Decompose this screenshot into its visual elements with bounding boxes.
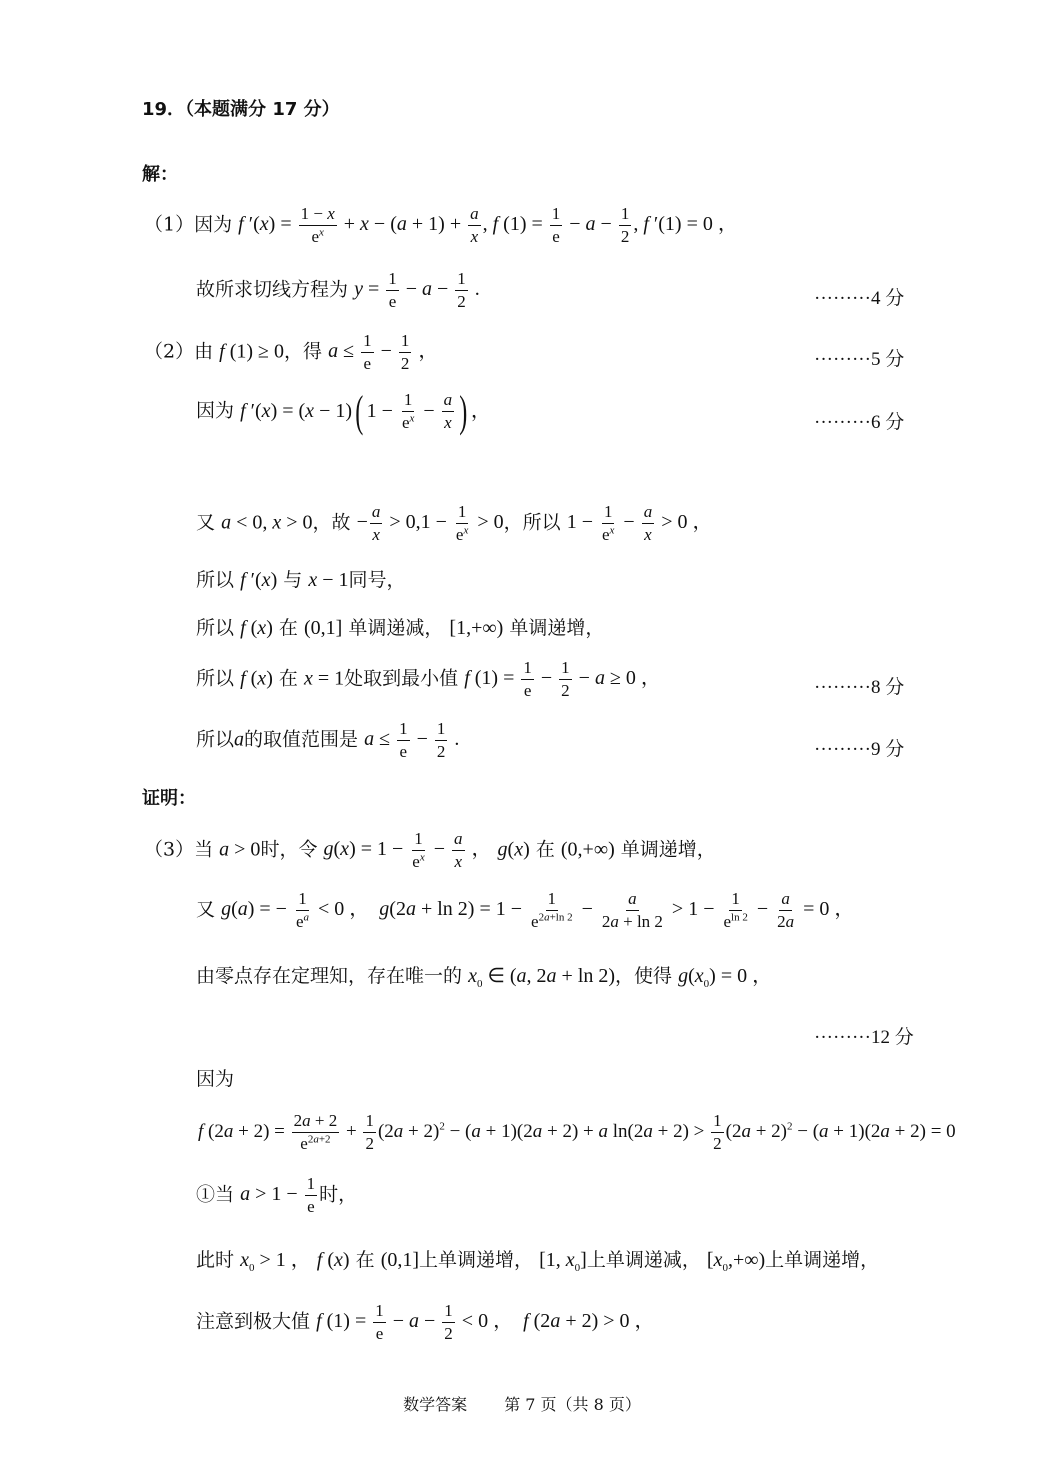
monotonic-line bbox=[196, 618, 604, 638]
def-g: g(x) = 1 − $\frac{1}{e^x}$ − $\frac{a}{x}$ ， bbox=[323, 829, 492, 871]
label-inc-3: 上单调递增， bbox=[419, 1249, 534, 1271]
part2-number: （2） bbox=[144, 340, 195, 363]
label-zai-2: 在 bbox=[278, 667, 298, 690]
expr-fx: f (x) bbox=[240, 617, 273, 639]
expr-fx-2: f (x) bbox=[240, 667, 273, 690]
label-inc-4: 上单调递增， bbox=[765, 1249, 880, 1271]
label-case1: ①当 bbox=[196, 1183, 235, 1206]
label-gu: ，故 bbox=[312, 511, 351, 534]
x0-gt-1: $x_0 > 1$ ， bbox=[240, 1249, 311, 1274]
label-zai: 在 bbox=[278, 617, 298, 639]
factored-derivative: f ′(x) = (x − 1)( 1 − $\frac{1}{e^x}$ − $\frac{a}{x}$ ) ， bbox=[240, 387, 491, 436]
case1-cond: a > 1 − $\frac{1}{e}$ bbox=[240, 1174, 316, 1216]
expr-x-minus-1: x − 1 bbox=[308, 569, 349, 591]
interval-0-1-b: (0,1] bbox=[380, 1249, 420, 1271]
cishi-line bbox=[196, 1249, 880, 1274]
interval-x0-inf: $[x_0,+\infty)$ bbox=[706, 1249, 766, 1274]
label-suoyi-3: 所以 bbox=[196, 617, 235, 639]
score-8: ·········8 分 bbox=[814, 677, 905, 698]
label-shi-ling: 时，令 bbox=[260, 838, 318, 861]
g-values: g(a) = − $\frac{1}{e^a}$ < 0 ， g(2a + ln 2) = 1 − $\frac{1}{e^{2a+ln 2}}$ − $\frac{a}{2a + \ln 2}$ > 1 − $\frac{1}{e^{ln 2}}$ − $\frac{a}{2a}$ = 0 ， bbox=[221, 889, 855, 931]
expr-fx-3: f (x) bbox=[316, 1249, 350, 1271]
var-a: a bbox=[234, 728, 245, 751]
label-shide: ，使得 bbox=[615, 965, 673, 987]
range-result: a ≤ $\frac{1}{e}$ − $\frac{1}{2}$ . bbox=[364, 719, 460, 761]
label-decrease: 单调递减， bbox=[348, 617, 444, 639]
part1-tangent-line bbox=[196, 270, 480, 311]
footer-page: 第 7 页（共 8 页） bbox=[504, 1395, 641, 1414]
tangent-formula: y = $\frac{1}{e}$ − a − $\frac{1}{2}$ . bbox=[354, 269, 480, 311]
cond-a-x: a < 0, x > 0 bbox=[221, 511, 313, 534]
min-value: f (1) = $\frac{1}{e}$ − $\frac{1}{2}$ − a ≥ 0 ， bbox=[464, 658, 661, 700]
score-5: ·········5 分 bbox=[814, 349, 905, 370]
score-4: ·········4 分 bbox=[814, 288, 905, 309]
label-note: 注意到极大值 bbox=[196, 1310, 311, 1333]
interval-1-x0: [1, $x_0$] bbox=[539, 1249, 587, 1274]
label-dec-2: 上单调递减， bbox=[586, 1249, 701, 1271]
label-range: 的取值范围是 bbox=[244, 728, 359, 751]
range-line bbox=[196, 720, 459, 761]
minimum-line bbox=[196, 659, 661, 700]
label-cishi: 此时 bbox=[196, 1249, 235, 1271]
page-footer bbox=[0, 1392, 1044, 1415]
score-6: ·········6 分 bbox=[814, 412, 905, 433]
x0-interval: $x_0$ ∈ (a, 2a + ln 2) bbox=[468, 965, 616, 990]
g-values-line bbox=[196, 890, 854, 931]
label-you: 由 bbox=[194, 340, 214, 363]
case1-line bbox=[196, 1175, 357, 1216]
label-shi: 时， bbox=[319, 1183, 358, 1206]
derivative-formula: f ′(x) = $\frac{1 - x}{e^x}$ + x − (a + 1) + $\frac{a}{x}$ , f (1) = $\frac{1}{e}$ − a − $\frac{1}{2}$ , f ′(1) = 0 ， bbox=[238, 204, 738, 246]
g-x0: $g(x_0) = 0$ ， bbox=[678, 965, 773, 990]
score-9: ·········9 分 bbox=[814, 739, 905, 760]
label-tangent: 故所求切线方程为 bbox=[196, 278, 349, 301]
yinwei-line: 因为 bbox=[196, 1068, 235, 1090]
label-you-2: 又 bbox=[196, 511, 216, 534]
label-min: 处取到最小值 bbox=[344, 667, 459, 690]
label-suoyi: ，所以 bbox=[503, 511, 561, 534]
expr-gx: g(x) bbox=[497, 838, 530, 861]
label-same-sign: 同号， bbox=[348, 569, 406, 591]
part1-line1 bbox=[144, 205, 738, 246]
label-zai-4: 在 bbox=[355, 1249, 375, 1271]
part1-number: （1） bbox=[144, 213, 195, 236]
ineq-1: − $\frac{a}{x}$ > 0,1 − $\frac{1}{e^x}$ > 0 bbox=[356, 502, 504, 544]
ineq-2: 1 − $\frac{1}{e^x}$ − $\frac{a}{x}$ > 0 ， bbox=[566, 502, 713, 544]
expr-fprime: f ′(x) bbox=[240, 569, 278, 591]
label-zero-theorem: 由零点存在定理知，存在唯一的 bbox=[196, 965, 463, 987]
label-because-2: 因为 bbox=[196, 399, 235, 422]
label-dang: 当 bbox=[194, 838, 214, 861]
label-increase: 单调递增， bbox=[509, 617, 605, 639]
solution-label: 解： bbox=[142, 164, 178, 185]
sign-analysis-line bbox=[196, 503, 712, 544]
cond-a-pos: a > 0 bbox=[219, 838, 261, 861]
part2-derivative-line bbox=[196, 387, 491, 436]
cond-f1: f (1) ≥ 0 bbox=[219, 340, 285, 363]
max-value: f (1) = $\frac{1}{e}$ − a − $\frac{1}{2}$ < 0 ， f (2a + 2) > 0 ， bbox=[316, 1301, 655, 1343]
part3-line1 bbox=[144, 830, 716, 871]
note-line bbox=[196, 1302, 655, 1343]
expr-x-eq-1: x = 1 bbox=[303, 667, 345, 690]
label-increase-2: 单调递增， bbox=[620, 838, 716, 861]
label-suoyi-5: 所以 bbox=[196, 728, 235, 751]
score-12: ·········12 分 bbox=[814, 1027, 914, 1048]
interval-0-1: (0,1] bbox=[303, 617, 343, 639]
part2-line1 bbox=[144, 332, 438, 373]
label-suoyi-4: 所以 bbox=[196, 667, 235, 690]
footer-subject: 数学答案 bbox=[403, 1395, 468, 1414]
label-de: ，得 bbox=[284, 340, 323, 363]
proof-label: 证明： bbox=[142, 788, 196, 809]
label-yu: 与 bbox=[283, 569, 303, 591]
f-2a2-line bbox=[198, 1112, 956, 1153]
problem-heading: 19．（本题满分 17 分） bbox=[142, 99, 340, 120]
label-because: 因为 bbox=[194, 213, 233, 236]
same-sign-line bbox=[196, 570, 406, 590]
f-2a2-inequality: f (2a + 2) = $\frac{2a + 2}{e^{2a+2}}$ + $\frac{1}{2}$ $(2a + 2)^2 - (a + 1)(2a + 2) + a$ ln(2a + 2) > $\frac{1}{2}$ $(2a + 2)^2 - (a + 1)(2a + 2) = 0$ bbox=[198, 1111, 956, 1153]
label-zai-3: 在 bbox=[535, 838, 555, 861]
part3-number: （3） bbox=[144, 838, 195, 861]
interval-0-inf: (0,+∞) bbox=[560, 838, 615, 861]
label-suoyi-2: 所以 bbox=[196, 569, 235, 591]
label-you-3: 又 bbox=[196, 898, 216, 921]
interval-1-inf: [1,+∞) bbox=[449, 617, 504, 639]
bound-a: a ≤ $\frac{1}{e}$ − $\frac{1}{2}$ ， bbox=[328, 331, 439, 373]
zero-existence-line bbox=[196, 965, 773, 990]
